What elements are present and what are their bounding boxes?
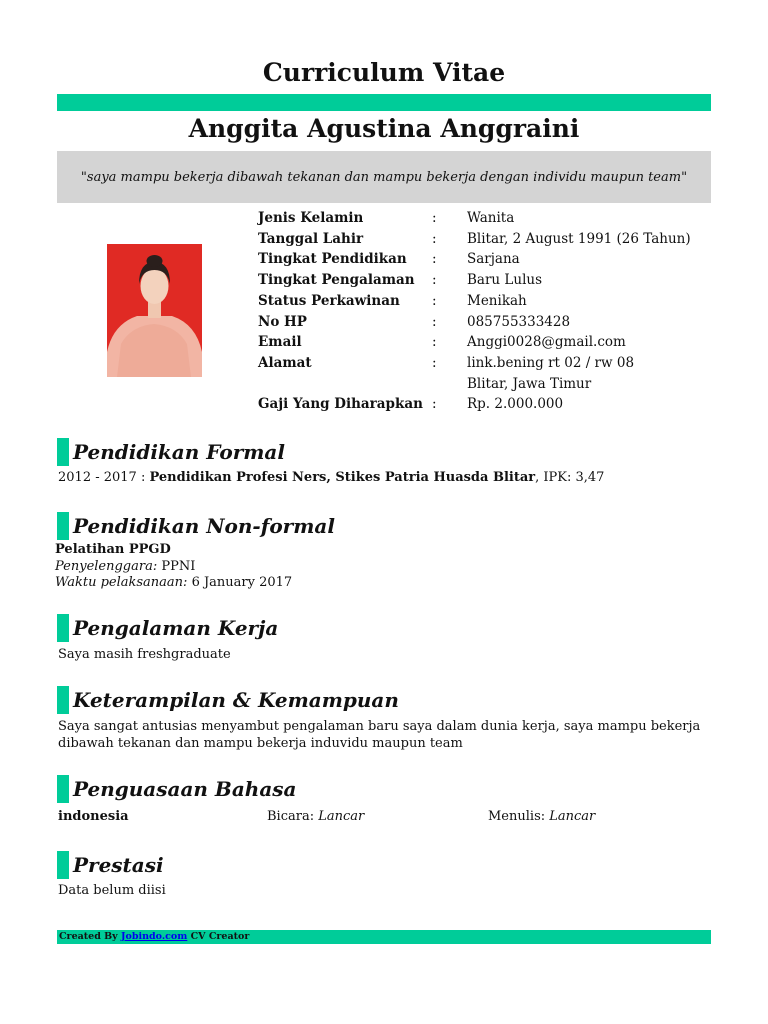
info-colon: :	[432, 292, 437, 309]
section-title: Pendidikan Non-formal	[73, 514, 335, 538]
achievement-text: Data belum diisi	[58, 883, 166, 898]
section-formal-education	[57, 438, 711, 487]
footer-link[interactable]: Jobindo.com	[121, 931, 188, 942]
section-work-experience	[57, 614, 711, 664]
section-header	[57, 851, 711, 879]
quote-box	[57, 151, 711, 203]
section-skills	[57, 686, 711, 752]
info-row	[258, 394, 711, 415]
info-value: Baru Lulus	[467, 272, 543, 289]
info-label: Status Perkawinan	[258, 292, 400, 309]
section-accent-bar	[57, 614, 69, 642]
education-school: Pendidikan Profesi Ners, Stikes Patria Huasda Blitar	[149, 470, 536, 485]
info-value: link.bening rt 02 / rw 08	[467, 354, 635, 371]
speak-level: Lancar	[318, 809, 365, 824]
education-gpa: , IPK: 3,47	[535, 470, 605, 485]
info-row	[258, 374, 711, 395]
write-label: Menulis:	[488, 809, 546, 824]
info-row	[258, 270, 711, 291]
info-row	[258, 208, 711, 229]
info-label: Email	[258, 334, 302, 351]
section-title: Pengalaman Kerja	[73, 616, 279, 640]
write-level: Lancar	[549, 809, 596, 824]
section-header	[57, 775, 711, 803]
section-accent-bar	[57, 512, 69, 540]
info-label: Gaji Yang Diharapkan	[258, 396, 423, 413]
info-colon: :	[432, 396, 437, 413]
section-achievement	[57, 851, 711, 900]
section-body	[58, 470, 711, 487]
personal-info-table	[258, 208, 711, 415]
info-colon: :	[432, 334, 437, 351]
section-accent-bar	[57, 775, 69, 803]
info-colon: :	[432, 313, 437, 330]
profile-photo-image	[107, 244, 202, 377]
section-title: Pendidikan Formal	[73, 440, 285, 464]
training-name: Pelatihan PPGD	[55, 542, 171, 557]
section-header	[57, 614, 711, 642]
section-nonformal-education	[57, 512, 711, 592]
info-row	[258, 229, 711, 250]
info-colon: :	[432, 272, 437, 289]
info-label: Jenis Kelamin	[258, 210, 364, 226]
profile-photo	[107, 244, 202, 377]
experience-text: Saya masih freshgraduate	[58, 647, 231, 662]
section-header	[57, 686, 711, 714]
section-accent-bar	[57, 686, 69, 714]
section-accent-bar	[57, 851, 69, 879]
organizer-value: PPNI	[157, 558, 196, 574]
info-value: Sarjana	[467, 251, 520, 268]
footer-prefix: Created By	[59, 931, 122, 942]
info-label: Tingkat Pengalaman	[258, 272, 415, 289]
info-label: Tanggal Lahir	[258, 230, 364, 247]
skills-text: Saya sangat antusias menyambut pengalaman baru saya dalam dunia kerja, saya mampu bekerja dibawah tekanan dan mampu bekerja induvidu maupun team	[58, 719, 701, 751]
header-accent-bar	[57, 94, 711, 111]
info-value: Blitar, Jawa Timur	[467, 375, 592, 392]
time-value: 6 January 2017	[187, 575, 293, 590]
speak-label: Bicara:	[267, 809, 315, 824]
info-row	[258, 249, 711, 270]
section-accent-bar	[57, 438, 69, 466]
info-colon: :	[432, 210, 437, 226]
document-title: Curriculum Vitae	[262, 58, 506, 87]
info-value: 085755333428	[467, 313, 571, 330]
info-row	[258, 332, 711, 353]
language-row	[58, 809, 711, 826]
info-label: No HP	[258, 313, 307, 330]
organizer-label: Penyelenggara:	[55, 558, 158, 574]
section-header	[57, 438, 711, 466]
info-label	[258, 374, 432, 395]
footer-suffix: CV Creator	[187, 931, 250, 942]
info-colon	[432, 374, 467, 395]
language-speaking	[267, 809, 488, 826]
info-colon: :	[432, 251, 437, 268]
section-header	[57, 512, 711, 540]
info-label: Alamat	[258, 354, 312, 371]
language-writing	[488, 809, 595, 826]
info-row	[258, 353, 711, 374]
info-value: Anggi0028@gmail.com	[467, 334, 626, 351]
candidate-name: Anggita Agustina Anggraini	[188, 114, 580, 143]
section-language	[57, 775, 711, 826]
info-colon: :	[432, 230, 437, 247]
time-label: Waktu pelaksanaan:	[55, 575, 188, 590]
info-label: Tingkat Pendidikan	[258, 251, 407, 268]
language-name: indonesia	[58, 809, 129, 824]
section-title: Prestasi	[73, 853, 164, 877]
info-row	[258, 312, 711, 333]
section-title: Penguasaan Bahasa	[73, 777, 297, 801]
info-value: Rp. 2.000.000	[467, 396, 564, 413]
info-colon: :	[432, 354, 437, 371]
candidate-quote: "saya mampu bekerja dibawah tekanan dan mampu bekerja dengan individu maupun team"	[80, 169, 688, 185]
section-body	[55, 542, 711, 592]
footer-bar	[57, 930, 711, 944]
section-title: Keterampilan & Kemampuan	[73, 688, 399, 712]
info-row	[258, 291, 711, 312]
info-value: Wanita	[467, 210, 515, 226]
info-value: Menikah	[467, 292, 527, 309]
education-period: 2012 - 2017 :	[58, 470, 150, 485]
info-value: Blitar, 2 August 1991 (26 Tahun)	[467, 230, 691, 247]
